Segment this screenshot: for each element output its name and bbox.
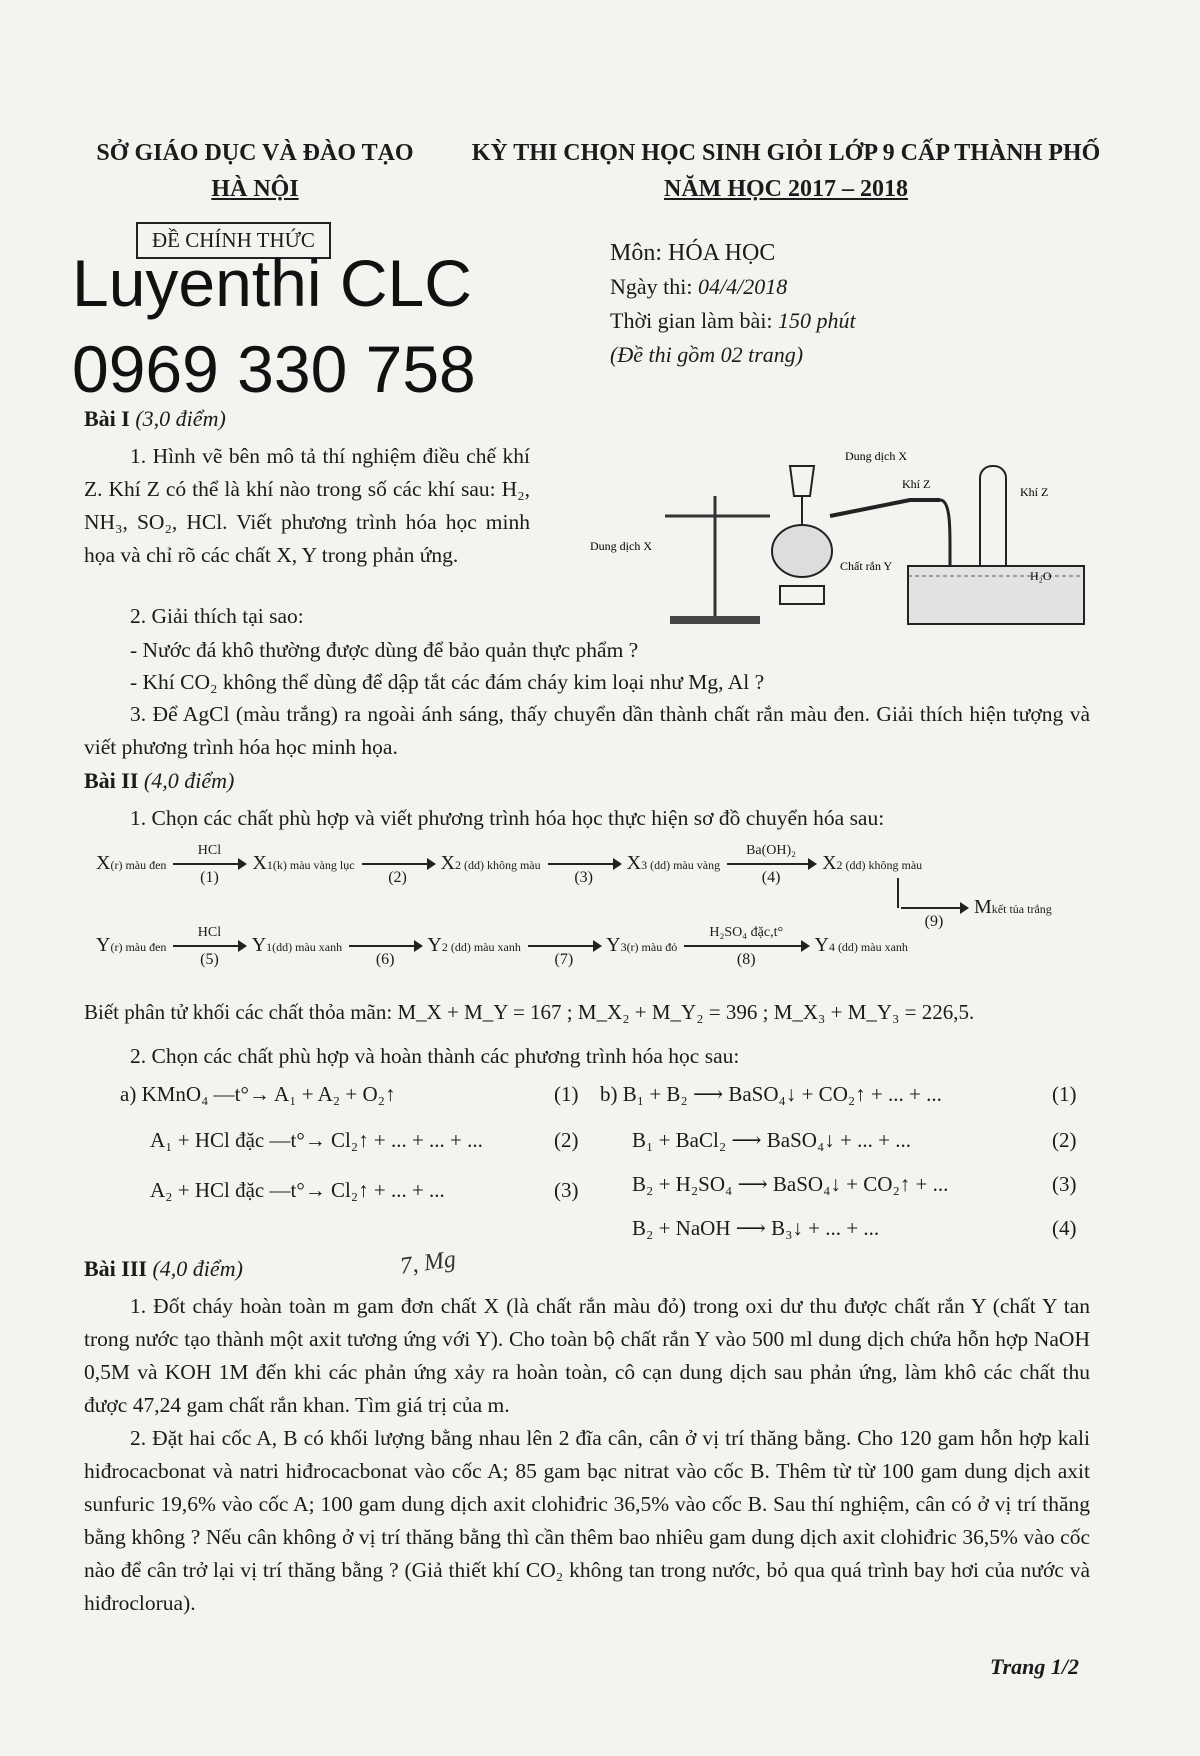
equation-a1: a) KMnO₄ —t°→ A₁ + A₂ + O₂↑ [120, 1082, 396, 1106]
dropping-funnel [790, 466, 814, 496]
arrow-7: (7) [528, 945, 600, 947]
section3-title: Bài III (4,0 điểm) [84, 1256, 243, 1281]
date-value: 04/4/2018 [698, 274, 788, 299]
header-right-line1: KỲ THI CHỌN HỌC SINH GIỎI LỚP 9 CẤP THÀNH PHỐ [471, 140, 1101, 166]
scheme-row-x: X(r) màu đen HCl (1) X1(k) màu vàng lục (2) X2 (dd) không màu (3) X3 (dd) màu vàng Ba(OH)₂ (4) X2 (dd) không màu [96, 843, 923, 887]
section2-q1: 1. Chọn các chất phù hợp và viết phương trình hóa học thực hiện sơ đồ chuyển hóa sau: [130, 806, 885, 830]
section1-q3: 3. Để AgCl (màu trắng) ra ngoài ánh sáng, thấy chuyển dần thành chất rắn màu đen. Giải thích hiện tượng và viết phương trình hóa học minh họa. [84, 702, 1090, 759]
arrow-2: (2) [362, 863, 434, 865]
exam-time [610, 304, 1130, 338]
diagram-label-dd-x-top: Dung dịch X [845, 449, 907, 463]
header-left-line1: SỞ GIÁO DỤC VÀ ĐÀO TẠO [96, 140, 414, 166]
arrow-6: (6) [349, 945, 421, 947]
equation-a3-number: (3) [554, 1178, 579, 1202]
arrow-3: (3) [548, 863, 620, 865]
equation-b1: b) B₁ + B₂ ⟶ BaSO₄↓ + CO₂↑ + ... + ... [600, 1082, 942, 1106]
water-trough [908, 566, 1084, 624]
equation-b1-number: (1) [1052, 1082, 1077, 1106]
arrow-8: H₂SO₄ đặc,t° (8) [684, 945, 808, 947]
header-right-line2: NĂM HỌC 2017 – 2018 [664, 176, 908, 202]
section1-q2a: - Nước đá khô thường được dùng để bảo quản thực phẩm ? [130, 638, 639, 662]
lab-apparatus-diagram [590, 436, 1110, 636]
equation-b2-number: (2) [1052, 1128, 1077, 1152]
exam-date [610, 270, 1130, 304]
reaction-flask [772, 525, 832, 577]
section1-title: Bài I (3,0 điểm) [84, 406, 226, 431]
diagram-label-h2o: H₂O [1030, 569, 1052, 583]
header-left-line2: HÀ NỘI [211, 176, 299, 202]
time-value: 150 phút [778, 308, 856, 333]
section1-q1: 1. Hình vẽ bên mô tả thí nghiệm điều chế khí Z. Khí Z có thể là khí nào trong số các khí sau: H₂, NH₃, SO₂, HCl. Viết phương trình hóa học minh họa và chỉ rõ các chất X, Y trong phản ứng. [84, 444, 530, 567]
section1-q2b: - Khí CO₂ không thể dùng để dập tắt các đám cháy kim loại như Mg, Al ? [130, 670, 765, 694]
section3-q2: 2. Đặt hai cốc A, B có khối lượng bằng nhau lên 2 đĩa cân, cân ở vị trí thăng bằng. Cho 120 gam hỗn hợp kali hiđrocacbonat và natri hiđrocacbonat vào cốc A; 85 gam bạc nitrat vào cốc B. Thêm từ từ 100 gam dung dịch axit sunfuric 19,6% vào cốc A; 100 gam dung dịch axit clohiđric 36,5% vào cốc B. Sau thí nghiệm, cân có ở vị trí thăng bằng không ? Nếu cân không ở vị trí thăng bằng thì cần thêm bao nhiêu gam dung dịch axit clohiđric 36,5% vào cốc nào để cân trở lại vị trí thăng bằng ? (Giả thiết khí CO₂ không tan trong nước, bỏ qua quá trình bay hơi của nước và hiđroclorua). [84, 1426, 1090, 1615]
scheme-branch-m: (9) Mkết tủa trắng [899, 896, 1052, 919]
stand-base [670, 616, 760, 624]
equation-b4: B₂ + NaOH ⟶ B₃↓ + ... + ... [632, 1216, 880, 1240]
exam-info [610, 236, 1130, 372]
official-exam-box: ĐỀ CHÍNH THỨC [136, 222, 331, 259]
section2-q2: 2. Chọn các chất phù hợp và hoàn thành các phương trình hóa học sau: [130, 1044, 740, 1068]
date-label: Ngày thi: [610, 274, 698, 299]
equation-b3: B₂ + H₂SO₄ ⟶ BaSO₄↓ + CO₂↑ + ... [632, 1172, 949, 1196]
equation-b3-number: (3) [1052, 1172, 1077, 1196]
page-number: Trang 1/2 [990, 1654, 1080, 1679]
equation-a3: A₂ + HCl đặc —t°→ Cl₂↑ + ... + ... [150, 1178, 445, 1202]
section1-q2: 2. Giải thích tại sao: [130, 604, 304, 628]
pages-note: (Đề thi gồm 02 trang) [610, 342, 804, 367]
scheme-row-y: Y(r) màu đen HCl (5) Y1(dd) màu xanh (6) Y2 (dd) màu xanh (7) Y3(r) màu đỏ H₂SO₄ đặc,t° (8) Y4 (dd) màu xanh [96, 925, 908, 969]
equation-b2: B₁ + BaCl₂ ⟶ BaSO₄↓ + ... + ... [632, 1128, 911, 1152]
equation-a2: A₁ + HCl đặc —t°→ Cl₂↑ + ... + ... + ... [150, 1128, 483, 1152]
diagram-label-chat-ran: Chất rắn Y [840, 559, 893, 573]
arrow-4: Ba(OH)₂ (4) [727, 863, 815, 865]
arrow-5: HCl (5) [173, 945, 245, 947]
diagram-label-khi-z1: Khí Z [902, 477, 931, 491]
equation-a1-number: (1) [554, 1082, 579, 1106]
diagram-label-dd-x-left: Dung dịch X [590, 539, 652, 553]
section2-title: Bài II (4,0 điểm) [84, 768, 235, 793]
watermark-phone: 0969 330 758 [72, 332, 476, 406]
watermark-name: Luyenthi CLC [72, 246, 472, 320]
arrow-9: (9) [901, 907, 967, 909]
equation-a2-number: (2) [554, 1128, 579, 1152]
diagram-label-khi-z2: Khí Z [1020, 485, 1049, 499]
delivery-tube [830, 500, 940, 516]
time-label: Thời gian làm bài: [610, 308, 779, 333]
mass-note: Biết phân tử khối các chất thỏa mãn: M_X + M_Y = 167 ; M_X₂ + M_Y₂ = 396 ; M_X₃ + M_Y₃ = 226,5. [84, 1000, 975, 1024]
equation-b4-number: (4) [1052, 1216, 1077, 1240]
section3-q1: 1. Đốt cháy hoàn toàn m gam đơn chất X (là chất rắn màu đỏ) trong oxi dư thu được chất rắn Y (chất Y tan trong nước tạo thành một axit tương ứng với Y). Cho toàn bộ chất rắn Y vào 500 ml dung dịch chứa hỗn hợp NaOH 0,5M và KOH 1M đến khi các phản ứng xảy ra hoàn toàn, cô cạn dung dịch sau phản ứng, làm khô các chất thu được 47,24 gam chất rắn khan. Tìm giá trị của m. [84, 1294, 1090, 1417]
arrow-1: HCl (1) [173, 863, 245, 865]
subject-label: Môn: HÓA HỌC [610, 240, 776, 266]
burner [780, 586, 824, 604]
handwritten-note: 7, Mg [398, 1246, 458, 1280]
